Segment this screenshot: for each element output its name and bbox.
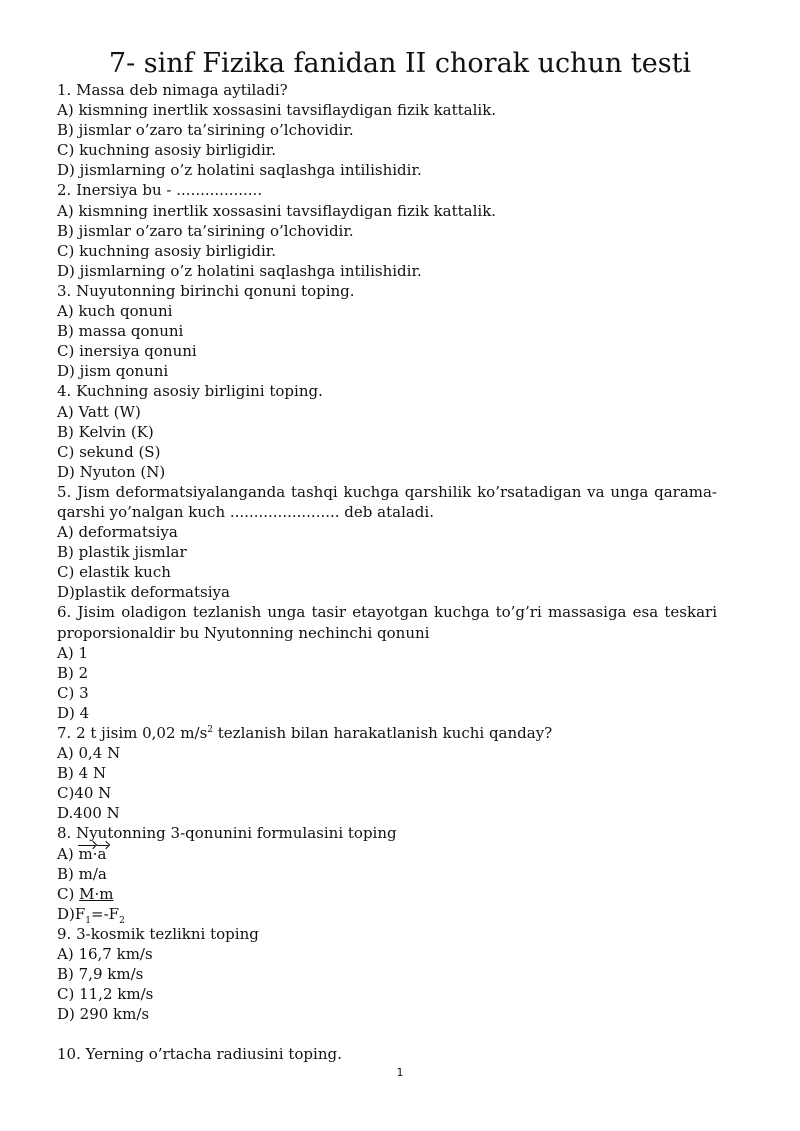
option-d: D) 4 [57, 703, 90, 722]
superscript: 2 [207, 725, 213, 735]
option-b: B) jismlar o’zaro ta’sirining o’lchovidir. [57, 221, 354, 240]
option-a [57, 844, 717, 864]
question-2 [57, 180, 717, 280]
question-text: 9. 3-kosmik tezlikni toping [57, 924, 259, 943]
vector-m: m [78, 844, 93, 863]
option-a: A) 16,7 km/s [57, 945, 153, 964]
option-a: A) kuch qonuni [57, 302, 173, 321]
subscript: 1 [85, 915, 92, 926]
option-b: B) jismlar o’zaro ta’sirining o’lchovidir. [57, 121, 354, 140]
question-text: 10. Yerning o’rtacha radiusini toping. [57, 1045, 342, 1064]
option-c: C) 11,2 km/s [57, 985, 154, 1004]
test-body [57, 80, 717, 1065]
option-d: D) jismlarning o’z holatini saqlashga intilishidir. [57, 261, 422, 280]
option-d: D) 290 km/s [57, 1005, 150, 1024]
spacer [57, 1024, 717, 1044]
option-b: B) plastik jismlar [57, 543, 187, 562]
subscript: 2 [119, 915, 125, 926]
option-a: A) 1 [57, 643, 88, 662]
question-10 [57, 1044, 717, 1064]
option-a: A) Vatt (W) [57, 402, 141, 421]
formula-part: D)F [57, 904, 86, 923]
option-a: A) kismning inertlik xossasini tavsiflaydigan fizik kattalik. [57, 101, 497, 120]
vector-a: a [97, 844, 107, 863]
question-text: 4. Kuchning asosiy birligini toping. [57, 382, 323, 401]
question-text-part: 7. 2 t jisim 0,02 m/s [57, 724, 208, 742]
option-d [57, 904, 717, 924]
option-b: B) Kelvin (K) [57, 422, 154, 441]
option-c [57, 884, 717, 904]
question-text-part: tezlanish bilan harakatlanish kuchi qanday? [213, 724, 553, 742]
formula-part: =-F [91, 904, 120, 923]
question-text [57, 723, 717, 743]
option-b: B) 2 [57, 663, 89, 682]
question-9 [57, 924, 717, 1024]
question-text: 6. Jisim oladigon tezlanish unga tasir etayotgan kuchga to’g’ri massasiga esa teskari proporsionaldir bu Nyutonning nechinchi qonuni [57, 603, 717, 642]
question-5 [57, 482, 717, 603]
dot-operator: · [92, 844, 98, 863]
question-6 [57, 602, 717, 723]
option-prefix: C) [57, 884, 80, 903]
question-text: 3. Nuyutonning birinchi qonuni toping. [57, 281, 355, 300]
question-1 [57, 80, 717, 180]
option-a: A) deformatsiya [57, 523, 178, 542]
option-c: C) 3 [57, 683, 89, 702]
option-c: C) kuchning asosiy birligidir. [57, 141, 277, 160]
question-7 [57, 723, 717, 823]
question-3 [57, 281, 717, 381]
question-text: 2. Inersiya bu - .................. [57, 181, 263, 200]
option-d: D.400 N [57, 804, 120, 823]
page-title: 7- sinf Fizika fanidan II chorak uchun testi [108, 48, 692, 79]
option-c: C) sekund (S) [57, 442, 161, 461]
question-8 [57, 823, 717, 926]
option-c: C) kuchning asosiy birligidir. [57, 241, 277, 260]
option-d: D) jismlarning o’z holatini saqlashga intilishidir. [57, 161, 422, 180]
page-number: 1 [396, 1066, 404, 1079]
option-c: C)40 N [57, 784, 112, 803]
option-b: B) m/a [57, 864, 107, 883]
question-text: 1. Massa deb nimaga aytiladi? [57, 81, 288, 99]
option-c: C) elastik kuch [57, 563, 171, 582]
formula: M·m [79, 884, 114, 903]
option-b: B) 7,9 km/s [57, 965, 144, 984]
option-prefix: A) [57, 844, 79, 863]
option-d: D) jism qonuni [57, 362, 169, 381]
option-b: B) massa qonuni [57, 322, 184, 341]
option-b: B) 4 N [57, 764, 107, 783]
option-d: D)plastik deformatsiya [57, 583, 230, 602]
option-a: A) 0,4 N [57, 744, 121, 763]
option-d: D) Nyuton (N) [57, 462, 166, 481]
option-c: C) inersiya qonuni [57, 342, 197, 361]
question-4 [57, 381, 717, 481]
question-text: 5. Jism deformatsiyalanganda tashqi kuchga qarshilik ko’rsatadigan va unga qarama-qarshi yo’nalgan kuch ....................... deb ataladi. [57, 482, 717, 521]
question-text: 8. Nyutonning 3-qonunini formulasini toping [57, 824, 397, 843]
option-a: A) kismning inertlik xossasini tavsiflaydigan fizik kattalik. [57, 201, 497, 220]
